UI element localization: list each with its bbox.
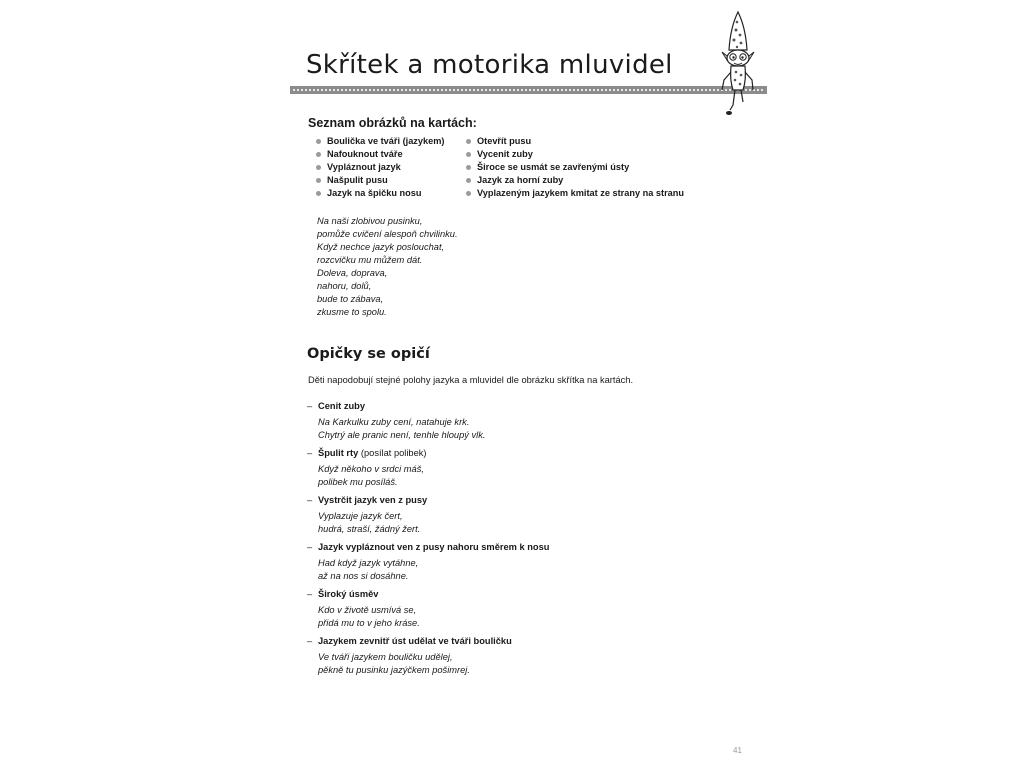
exercise-label: Jazyk vypláznout ven z pusy nahoru směrem k nosu — [318, 542, 550, 552]
rhyme-line: Had když jazyk vytáhne, — [318, 558, 419, 568]
cards-list-right — [466, 135, 684, 200]
poem-line: bude to zábava, — [317, 294, 384, 304]
rhyme-line: hudrá, straší, žádný žert. — [318, 524, 421, 534]
goblin-mascot-icon — [700, 10, 770, 118]
exercise-label: Špulit rty (posílat polibek) — [318, 448, 427, 458]
list-item: Široce se usmát se zavřenými ústy — [466, 161, 684, 174]
dash-bullet: – — [307, 401, 313, 411]
rhyme-line: Ve tváři jazykem bouličku udělej, — [318, 652, 453, 662]
list-item: Vyplazeným jazykem kmitat ze strany na stranu — [466, 187, 684, 200]
list-item: Jazyk za horní zuby — [466, 174, 684, 187]
exercise-rhyme — [318, 416, 485, 442]
cards-heading: Seznam obrázků na kartách: — [308, 116, 477, 130]
rhyme-line: Vyplazuje jazyk čert, — [318, 511, 403, 521]
exercise-label: Široký úsměv — [318, 589, 379, 599]
exercise-rhyme — [318, 557, 418, 583]
dash-bullet: – — [307, 495, 313, 505]
poem-line: Na naši zlobivou pusinku, — [317, 216, 423, 226]
exercise-rhyme — [318, 604, 420, 630]
dash-bullet: – — [307, 636, 313, 646]
rhyme-line: Kdo v životě usmívá se, — [318, 605, 417, 615]
rhyme-line: polibek mu posíláš. — [318, 477, 398, 487]
exercise-rhyme — [318, 510, 420, 536]
poem-line: pomůže cvičení alespoň chvilinku. — [317, 229, 458, 239]
rhyme-line: Na Karkulku zuby cení, natahuje krk. — [318, 417, 470, 427]
poem-line: zkusme to spolu. — [317, 307, 387, 317]
dash-bullet: – — [307, 589, 313, 599]
section-heading: Opičky se opičí — [307, 346, 430, 362]
rhyme-line: přidá mu to v jeho kráse. — [318, 618, 420, 628]
rhyme-line: Chytrý ale pranic není, tenhle hloupý vlk. — [318, 430, 486, 440]
exercise-label: Cenit zuby — [318, 401, 366, 411]
list-item: Jazyk na špičku nosu — [316, 187, 444, 200]
rhyme-line: až na nos si dosáhne. — [318, 571, 409, 581]
list-item: Našpulit pusu — [316, 174, 444, 187]
title-underline — [290, 86, 767, 94]
list-item: Vycenit zuby — [466, 148, 684, 161]
exercise-rhyme — [318, 651, 470, 677]
page-number: 41 — [733, 746, 742, 755]
exercise-label: Jazykem zevnitř úst udělat ve tváři bouličku — [318, 636, 512, 646]
poem-line: Doleva, doprava, — [317, 268, 388, 278]
rhyme-line: pěkně tu pusinku jazýčkem pošimrej. — [318, 665, 470, 675]
poem-line: Když nechce jazyk poslouchat, — [317, 242, 445, 252]
cards-list-left — [316, 135, 444, 200]
list-item: Nafouknout tváře — [316, 148, 444, 161]
intro-poem — [317, 215, 458, 319]
poem-line: rozcvičku mu můžem dát. — [317, 255, 423, 265]
exercise-label: Vystrčit jazyk ven z pusy — [318, 495, 428, 505]
dash-bullet: – — [307, 448, 313, 458]
exercise-rhyme — [318, 463, 424, 489]
list-item: Vypláznout jazyk — [316, 161, 444, 174]
dash-bullet: – — [307, 542, 313, 552]
list-item: Boulička ve tváři (jazykem) — [316, 135, 444, 148]
section-intro: Děti napodobují stejné polohy jazyka a mluvidel dle obrázku skřítka na kartách. — [308, 375, 634, 385]
page-title: Skřítek a motorika mluvidel — [306, 50, 673, 80]
rhyme-line: Když někoho v srdci máš, — [318, 464, 424, 474]
list-item: Otevřít pusu — [466, 135, 684, 148]
poem-line: nahoru, dolů, — [317, 281, 372, 291]
